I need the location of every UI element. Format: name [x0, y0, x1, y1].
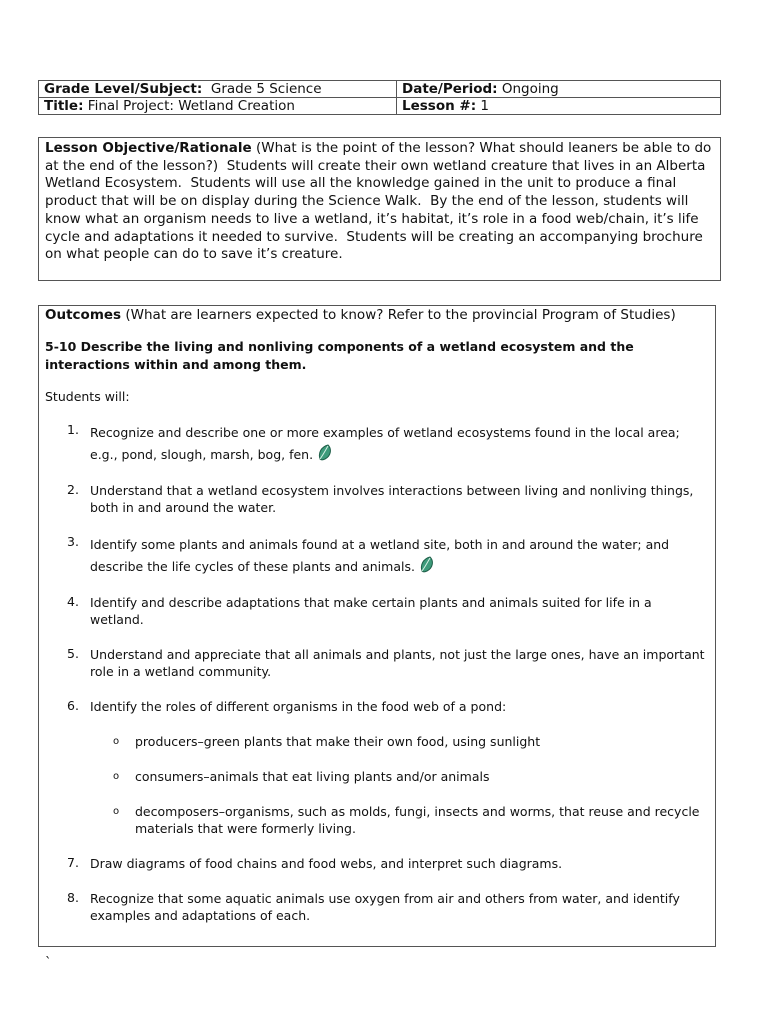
- item-number: 8.: [67, 890, 79, 905]
- grade-label: Grade Level/Subject:: [44, 81, 203, 97]
- item-number: 7.: [67, 855, 79, 870]
- title-cell: [39, 98, 397, 115]
- item-number: 4.: [67, 594, 79, 609]
- item-text: Draw diagrams of food chains and food webs, and interpret such diagrams.: [90, 856, 563, 871]
- date-cell: [397, 81, 721, 98]
- objective-label: Lesson Objective/Rationale: [45, 140, 252, 156]
- subitem-text: consumers–animals that eat living plants and/or animals: [135, 769, 490, 784]
- lesson-label: Lesson #:: [402, 98, 477, 114]
- list-item: [45, 422, 709, 468]
- objective-box: [38, 137, 721, 281]
- subitem-text: producers–green plants that make their own food, using sunlight: [135, 734, 541, 749]
- students-will-label: Students will:: [45, 389, 130, 404]
- item-text: Identify and describe adaptations that make certain plants and animals suited for life in a wetland.: [90, 595, 652, 627]
- list-item: [45, 733, 709, 750]
- outcomes-heading: [45, 307, 709, 324]
- list-item: [45, 698, 709, 837]
- list-item: [45, 646, 709, 680]
- header-row-2: [39, 98, 721, 115]
- food-web-role-list: [45, 733, 709, 837]
- lesson-cell: [397, 98, 721, 115]
- outcomes-label: Outcomes: [45, 307, 122, 323]
- bullet-marker: o: [113, 736, 120, 747]
- item-text: Understand and appreciate that all animals and plants, not just the large ones, have an important role in a wetland community.: [90, 647, 705, 679]
- item-text: Recognize that some aquatic animals use oxygen from air and others from water, and identify examples and adaptations of each.: [90, 891, 680, 923]
- item-number: 1.: [67, 422, 79, 437]
- item-number: 3.: [67, 534, 79, 549]
- list-item: [45, 594, 709, 628]
- list-item: [45, 534, 709, 580]
- list-item: [45, 803, 709, 837]
- bullet-marker: o: [113, 806, 120, 817]
- outcome-list: [45, 422, 709, 924]
- outcomes-box: [38, 305, 716, 947]
- grade-value: Grade 5 Science: [210, 81, 322, 97]
- outcomes-question: (What are learners expected to know? Refer to the provincial Program of Studies): [121, 307, 676, 323]
- list-item: [45, 890, 709, 924]
- item-text: Identify some plants and animals found at a wetland site, both in and around the water; and describe the life cycles of these plants and animals.: [90, 537, 670, 574]
- bullet-marker: o: [113, 771, 120, 782]
- grade-cell: [39, 81, 397, 98]
- date-label: Date/Period:: [402, 81, 498, 97]
- leaf-icon: [419, 556, 435, 580]
- title-value: Final Project: Wetland Creation: [87, 98, 295, 114]
- item-number: 6.: [67, 698, 79, 713]
- item-text: Identify the roles of different organisms in the food web of a pond:: [90, 699, 507, 714]
- lesson-header-table: [38, 80, 721, 115]
- objective-question: (What is the point of the lesson? What should leaners be able to do at the end of the lesson?): [45, 140, 712, 174]
- item-number: 2.: [67, 482, 79, 497]
- lesson-value: 1: [480, 98, 490, 114]
- subitem-text: decomposers–organisms, such as molds, fungi, insects and worms, that reuse and recycle materials that were formerly living.: [135, 804, 700, 836]
- item-text: Recognize and describe one or more examples of wetland ecosystems found in the local area; e.g., pond, slough, marsh, bog, fen.: [90, 425, 680, 462]
- list-item: [45, 855, 709, 872]
- leaf-icon: [317, 444, 333, 468]
- stray-mark: `: [45, 956, 52, 971]
- date-value: Ongoing: [501, 81, 559, 97]
- list-item: [45, 482, 709, 516]
- header-row-1: [39, 81, 721, 98]
- item-text: Understand that a wetland ecosystem involves interactions between living and nonliving things, both in and around the water.: [90, 483, 694, 515]
- list-item: [45, 768, 709, 785]
- item-number: 5.: [67, 646, 79, 661]
- general-outcome: 5-10 Describe the living and nonliving components of a wetland ecosystem and the interactions within and among them.: [45, 339, 634, 372]
- title-label: Title:: [44, 98, 84, 114]
- objective-body: Students will create their own wetland creature that lives in an Alberta Wetland Ecosystem. Students will use all the knowledge gained in the unit to produce a final product that will be on display during the Science Walk. By the end of the lesson, students will know what an organism needs to live a wetland, it’s habitat, it’s role in a food web/chain, it’s life cycle and adaptations it needed to survive. Students will be creating an accompanying brochure on what people can do to save it’s creature.: [45, 157, 710, 263]
